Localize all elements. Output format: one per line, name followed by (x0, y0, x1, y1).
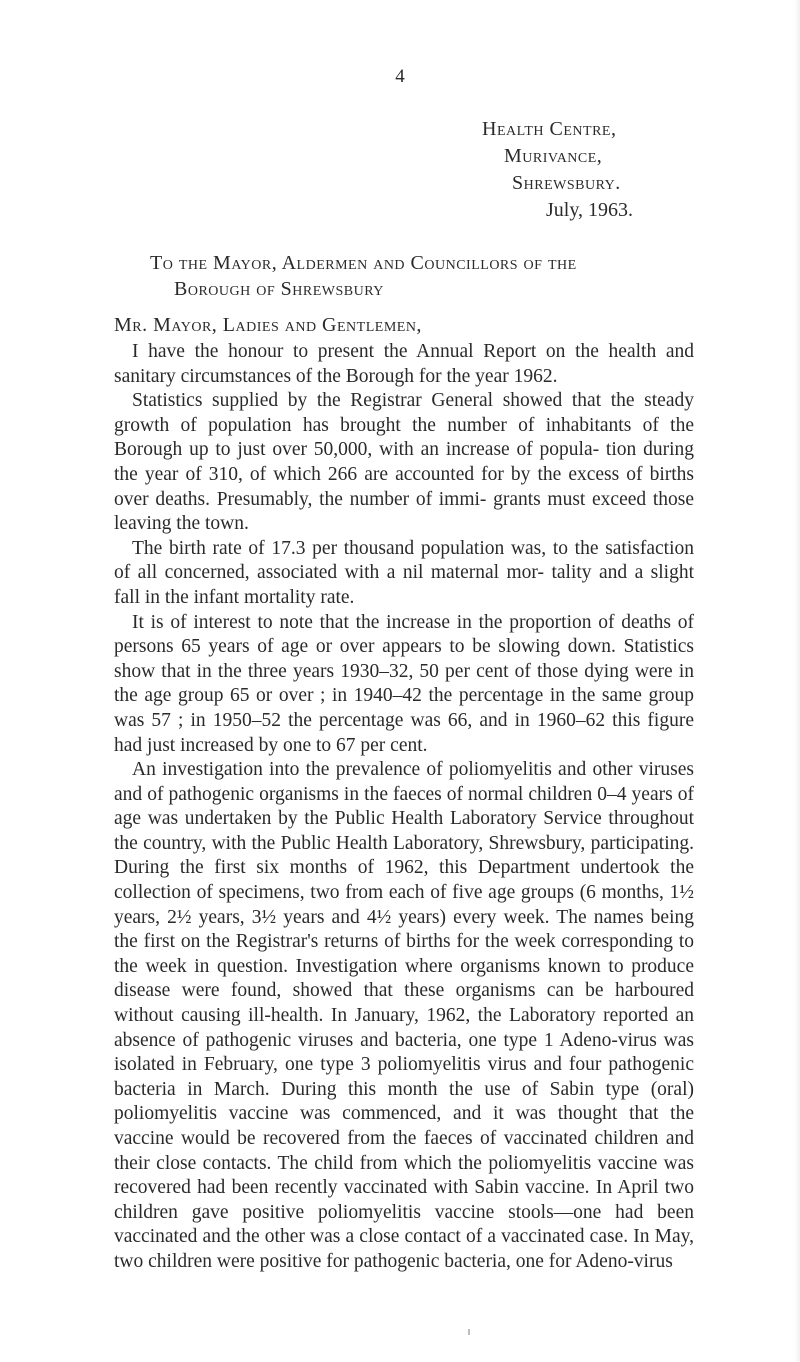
greeting: Mr. Mayor, Ladies and Gentlemen, (114, 314, 422, 336)
sender-address (470, 116, 750, 224)
paragraph: An investigation into the prevalence of poliomyelitis and other viruses and of pathogenic organisms in the faeces of normal children 0–4 years of age was undertaken by the Public Health Laboratory Service throughout the country, with the Public Health Laboratory, Shrewsbury, participating. During the first six months of 1962, this Department undertook the collection of specimens, two from each of five age groups (6 months, 1½ years, 2½ years, 3½ years and 4½ years) every week. The names being the first on the Registrar's returns of births for the week corresponding to the week in question. Investigation where organisms known to produce disease were found, showed that these organisms can be harboured without causing ill-health. In January, 1962, the Laboratory reported an absence of pathogenic viruses and bacteria, one type 1 Adeno-virus was isolated in February, one type 3 poliomyelitis virus and four pathogenic bacteria in March. During this month the use of Sabin type (oral) poliomyelitis vaccine was commenced, and it was thought that the vaccine would be recovered from the faeces of vaccinated children and their close contacts. The child from which the poliomyelitis vaccine was recovered had been recently vaccinated with Sabin vaccine. In April two children gave positive poliomyelitis vaccine stools—one had been vaccinated and the other was a close contact of a vaccinated case. In May, two children were positive for pathogenic bacteria, one for Adeno-virus (114, 759, 694, 1272)
page-number: 4 (395, 66, 405, 87)
addressee-block (0, 250, 800, 302)
report-body (114, 340, 694, 1275)
scan-mark (468, 1329, 470, 1335)
address-line-1: Health Centre, (482, 118, 617, 140)
page-edge-shadow (794, 0, 800, 1362)
letter-date: July, 1963. (546, 199, 634, 221)
paragraph: Statistics supplied by the Registrar General showed that the steady growth of population has brought the number of inhabitants of the Borough up to just over 50,000, with an increase of popula- tion during the year of 310, of which 266 are accounted for by the excess of births over deaths. Presumably, the number of immi- grants must exceed those leaving the town. (114, 390, 694, 535)
paragraph: It is of interest to note that the increase in the proportion of deaths of persons 65 years of age or over appears to be slowing down. Statistics show that in the three years 1930–32, 50 per cent of those dying were in the age group 65 or over ; in 1940–42 the percentage in the same group was 57 ; in 1950–52 the percentage was 66, and in 1960–62 this figure had just increased by one to 67 per cent. (114, 611, 694, 756)
address-line-2: Murivance, (504, 145, 603, 167)
paragraph: I have the honour to present the Annual Report on the health and sanitary circumstances of the Borough for the year 1962. (114, 341, 694, 387)
addressee-line-1: To the Mayor, Aldermen and Councillors of the (150, 252, 577, 274)
address-line-3: Shrewsbury. (512, 172, 621, 194)
addressee-line-2: Borough of Shrewsbury (174, 278, 384, 300)
paragraph: The birth rate of 17.3 per thousand population was, to the satisfaction of all concerned, associated with a nil maternal mor- tality and a slight fall in the infant mortality rate. (114, 537, 694, 608)
